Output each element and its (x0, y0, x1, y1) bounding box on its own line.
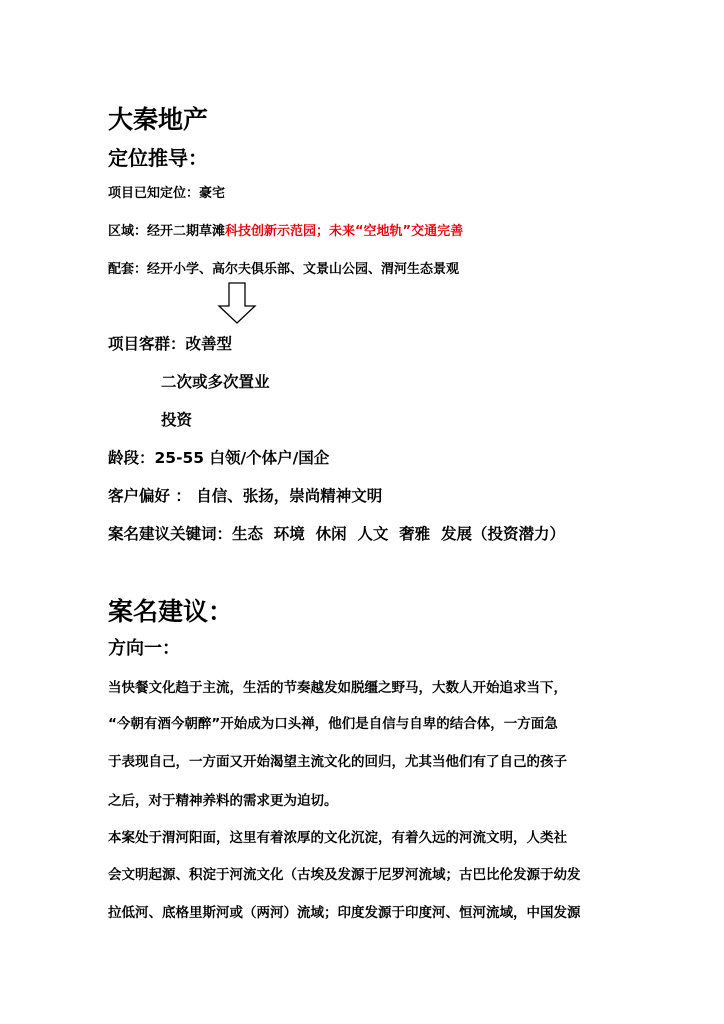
region-prefix: 区域：经开二期草滩 (108, 224, 226, 239)
positioning-heading: 定位推导： (108, 146, 208, 170)
paragraph-line: 之后，对于精神养料的需求更为迫切。 (108, 793, 338, 809)
naming-heading: 案名建议： (108, 597, 234, 626)
age-range: 龄段：25-55 白领/个体户/国企 (108, 449, 330, 467)
paragraph-line: 拉低河、底格里斯河或（两河）流域；印度发源于印度河、恒河流域，中国发源 (108, 905, 581, 921)
paragraph-line: 于表现自己，一方面又开始渴望主流文化的回归，尤其当他们有了自己的孩子 (108, 754, 567, 770)
company-title: 大秦地产 (108, 105, 209, 134)
down-arrow-icon (217, 282, 257, 324)
region-line (108, 220, 463, 239)
region-highlight: 科技创新示范园；未来“空地轨”交通完善 (225, 224, 464, 239)
paragraph-line: 当快餐文化趋于主流，生活的节奏越发如脱缰之野马，大数人开始追求当下， (108, 680, 567, 696)
customer-group-item: 二次或多次置业 (161, 373, 270, 391)
direction-heading: 方向一： (108, 638, 180, 659)
customer-group-label: 项目客群：改善型 (108, 335, 233, 353)
facilities-line: 配套：经开小学、高尔夫俱乐部、文景山公园、渭河生态景观 (108, 262, 460, 277)
paragraph-line: 会文明起源、积淀于河流文化（古埃及发源于尼罗河流域；古巴比伦发源于幼发 (108, 867, 581, 883)
paragraph-line: 本案处于渭河阳面，这里有着浓厚的文化沉淀，有着久远的河流文明，人类社 (108, 830, 567, 846)
known-positioning: 项目已知定位：豪宅 (108, 186, 226, 201)
naming-keywords: 案名建议关键词：生态 环境 休闲 人文 奢雅 发展（投资潜力） (108, 525, 565, 543)
customer-preferences: 客户偏好 ： 自信、张扬，崇尚精神文明 (108, 487, 383, 505)
paragraph-line: “今朝有酒今朝醉”开始成为口头禅，他们是自信与自卑的结合体，一方面急 (108, 716, 558, 732)
customer-group-item: 投资 (161, 411, 193, 429)
